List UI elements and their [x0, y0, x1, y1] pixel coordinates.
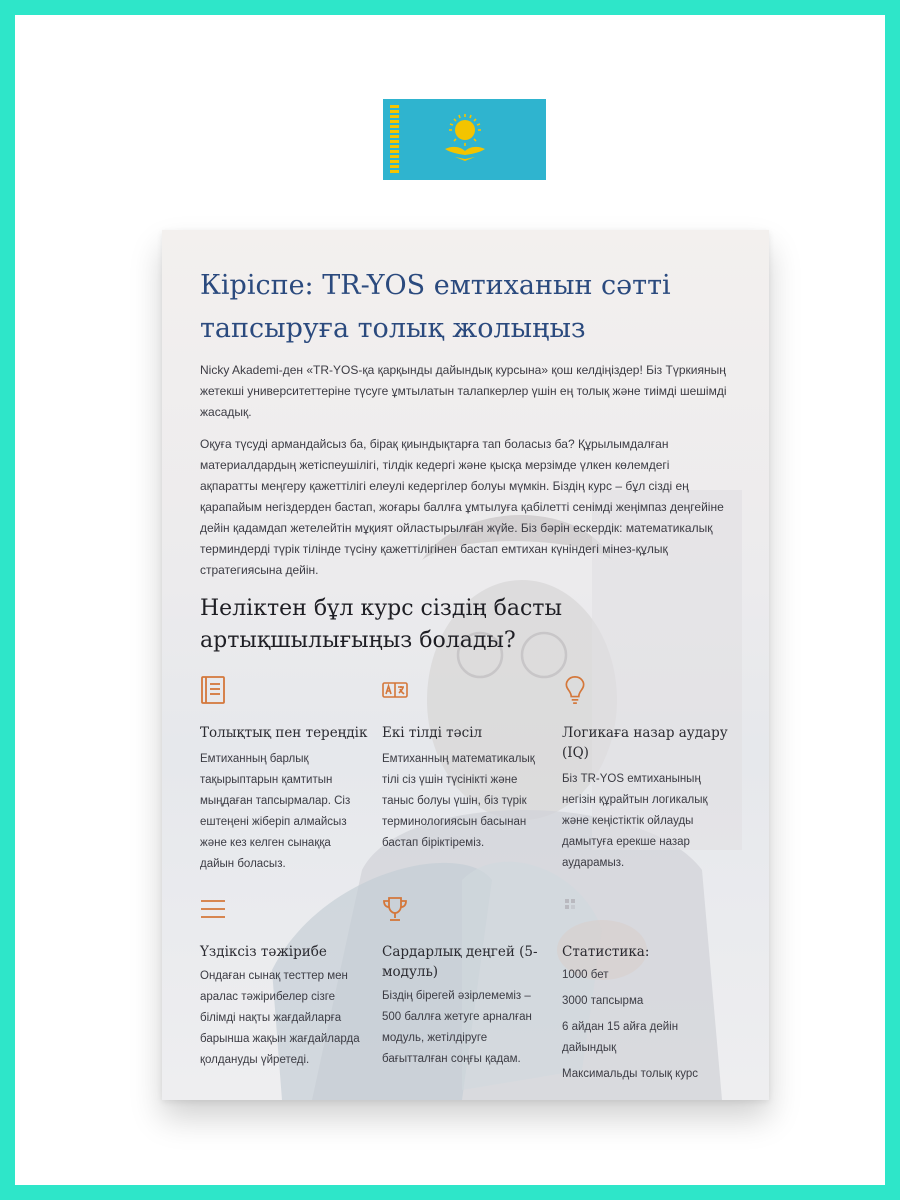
stat-pages: 1000 бет: [562, 969, 609, 981]
feature-text: Емтиханның математикалық тілі сіз үшін түсінікті және таныс болуы үшін, біз түрік терминологиясын басынан бастап біріктіреміз.: [382, 753, 535, 849]
menu-lines-icon: [200, 895, 226, 925]
stat-duration: 6 айдан 15 айға дейін дайындық: [562, 1021, 679, 1054]
feature-text: Ондаған сынақ тесттер мен аралас тәжірибелер сізге білімді нақты жағдайларға барынша жақын жағдайларда қолдануды үйретеді.: [200, 970, 360, 1066]
intro-paragraph: Nicky Akademi-ден «TR-YOS-қа қарқынды дайындық курсына» қош келдіңіздер! Біз Түркияның жетекші университеттеріне түсуге ұмтылатын талапкерлер үшін ең толық және тиімді шешімді жасадық.: [200, 363, 727, 419]
sun-eagle-icon: [441, 111, 489, 168]
page-frame: [15, 15, 885, 1185]
book-icon: [200, 675, 226, 705]
section-subtitle: Неліктен бұл курс сіздің басты артықшылығыңыз болады?: [200, 596, 562, 653]
flag-ornament: [390, 105, 399, 174]
kazakhstan-flag-icon: [383, 99, 546, 180]
trophy-icon: [382, 895, 408, 925]
stat-course: Максимальды толық курс: [562, 1068, 699, 1080]
translate-icon: [382, 675, 408, 705]
document-sheet: [162, 230, 769, 1100]
body-paragraph: Оқуға түсуді армандайсыз ба, бірақ қиындықтарға тап боласыз ба? Құрылымдалған материалдардың жетіспеушілігі, тілдік кедергі және қысқа мерзімде үлкен көлемдегі ақпаратты меңгеру қажеттілігі елеулі кедергілер болуы мүмкін. Біздің курс – бұл сізді ең қарапайым негіздерден бастап, жоғары баллға ұмтылуға қабілетті сенімді жеңімпаз деңгейіне дейін қадамдап жетелейтін мұқият ойластырылған жүйе. Біз бәрін ескердік: математикалық терминдерді түрік тілінде түсіну қажеттілігінен бастап емтихан күніндегі мінез-құлық стратегиясына дейін.: [200, 437, 724, 577]
statistics-list: [562, 965, 732, 1090]
document-title: Кіріспе: TR-YOS емтиханын сәтті тапсыруға толық жолыңыз: [200, 270, 671, 344]
feature-text: Емтиханның барлық тақырыптарын қамтитын мыңдаған тапсырмалар. Сіз ештеңені жіберіп алмайсыз және кез келген сынаққа дайын боласыз.: [200, 753, 351, 870]
feature-title: Екі тілді тәсіл: [382, 725, 483, 741]
stat-tasks: 3000 тапсырма: [562, 995, 644, 1007]
lightbulb-icon: [562, 675, 588, 705]
grid-icon: [562, 895, 588, 925]
feature-text: Біз TR-YOS емтиханының негізін құрайтын логикалық және кеңістіктік ойлауды дамытуға ерекше назар аударамыз.: [562, 773, 708, 869]
feature-title: Толықтық пен тереңдік: [200, 725, 368, 741]
feature-title: Үздіксіз тәжірибе: [200, 944, 327, 960]
feature-title: Статистика:: [562, 944, 650, 960]
feature-title: Сардарлық деңгей (5-модуль): [382, 944, 538, 980]
feature-text: Біздің бірегей әзірлемеміз – 500 баллға жетуге арналған модуль, жетілдіруге бағытталған соңғы қадам.: [382, 990, 532, 1065]
feature-title: Логикаға назар аудару (IQ): [562, 725, 728, 761]
